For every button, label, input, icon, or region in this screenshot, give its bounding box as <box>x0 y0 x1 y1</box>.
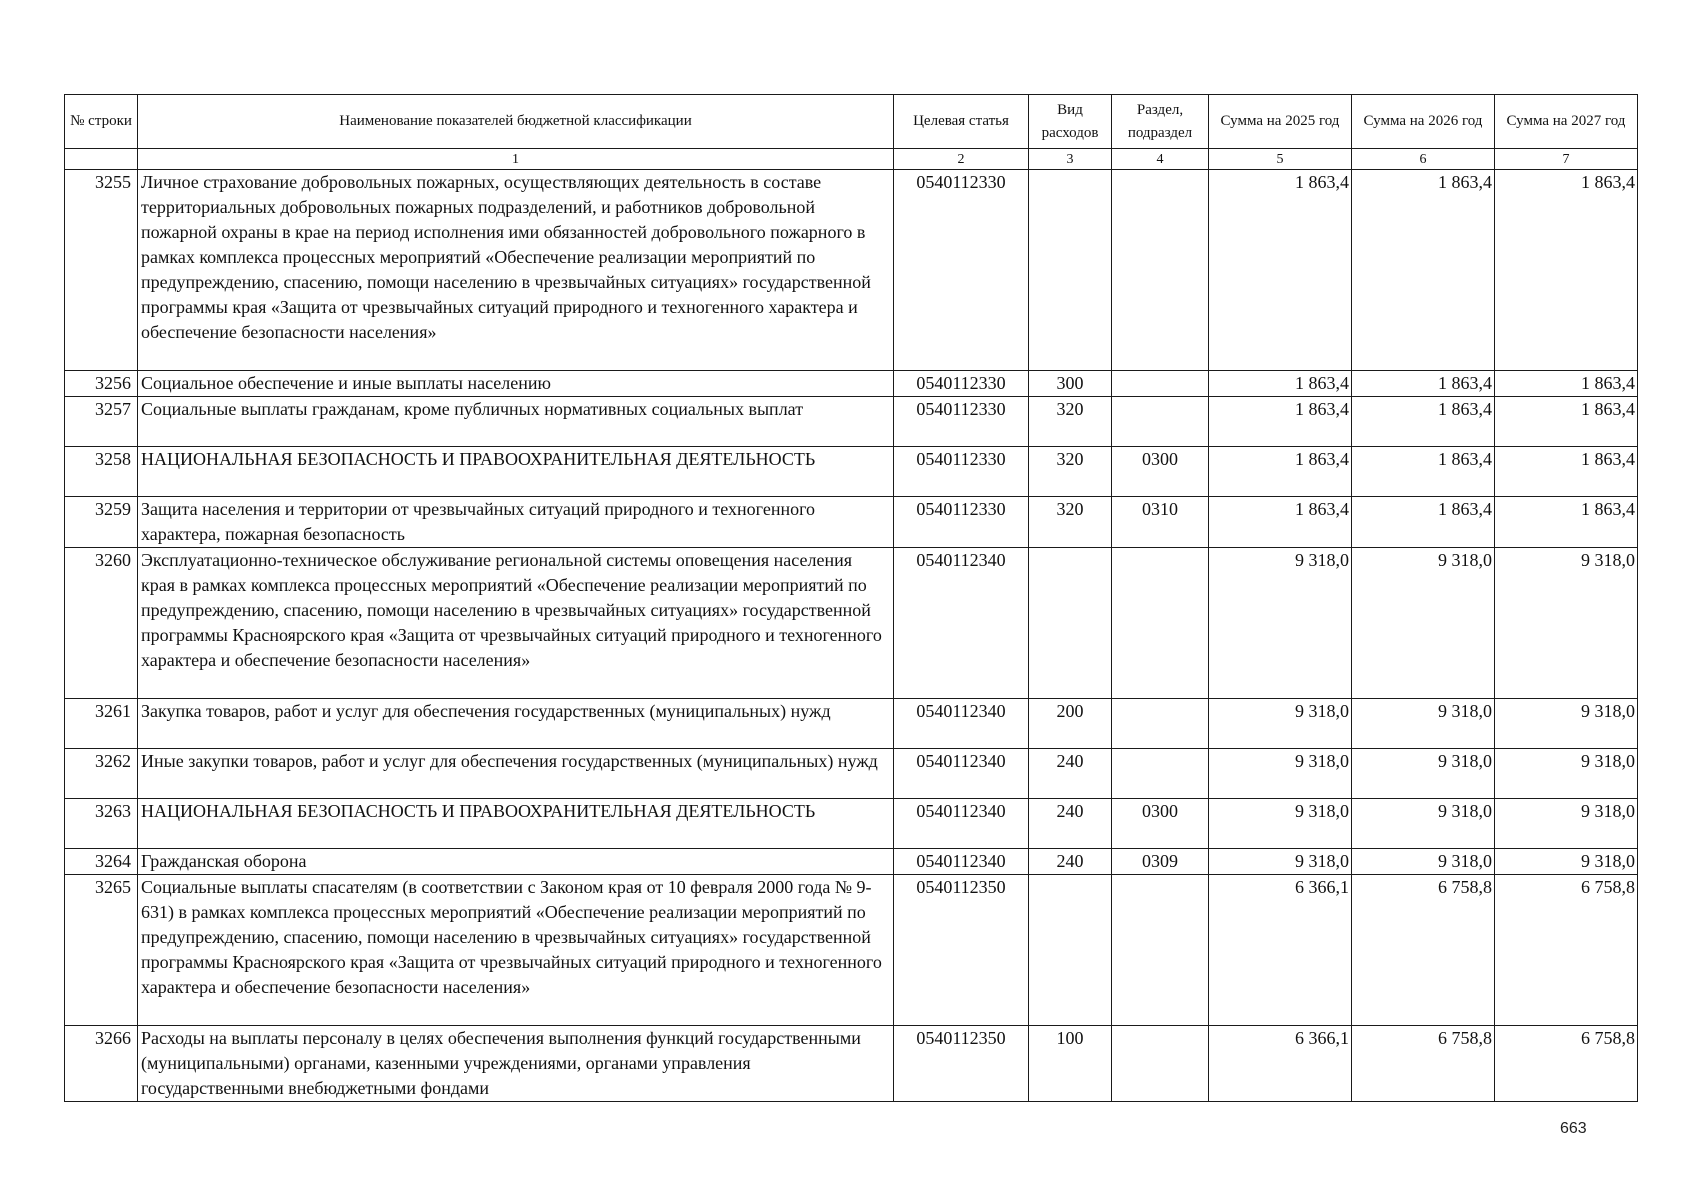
row-name: НАЦИОНАЛЬНАЯ БЕЗОПАСНОСТЬ И ПРАВООХРАНИТЕЛЬНАЯ ДЕЯТЕЛЬНОСТЬ <box>138 447 894 497</box>
column-number-row <box>65 149 1638 170</box>
row-section <box>1112 1026 1209 1102</box>
row-sum-2026: 1 863,4 <box>1352 371 1495 397</box>
row-target-article: 0540112330 <box>894 170 1029 371</box>
table-row <box>65 497 1638 548</box>
row-section <box>1112 548 1209 699</box>
row-sum-2025: 1 863,4 <box>1209 397 1352 447</box>
row-target-article: 0540112340 <box>894 548 1029 699</box>
row-sum-2025: 6 366,1 <box>1209 1026 1352 1102</box>
row-name: Личное страхование добровольных пожарных, осуществляющих деятельность в составе территориальных добровольных пожарных подразделений, и работников добровольной пожарной охраны в крае на период исполнения ими обязанностей добровольного пожарного в рамках комплекса процессных мероприятий «Обеспечение реализации мероприятий по предупреждению, спасению, помощи населению в чрезвычайных ситуациях» государственной программы края «Защита от чрезвычайных ситуаций природного и техногенного характера и обеспечение безопасности населения» <box>138 170 894 371</box>
table-row <box>65 447 1638 497</box>
row-name: Социальные выплаты спасателям (в соответствии с Законом края от 10 февраля 2000 года № 9-631) в рамках комплекса процессных мероприятий «Обеспечение реализации мероприятий по предупреждению, спасению, помощи населению в чрезвычайных ситуациях» государственной программы Красноярского края «Защита от чрезвычайных ситуаций природного и техногенного характера и обеспечение безопасности населения» <box>138 875 894 1026</box>
row-expense-type: 300 <box>1029 371 1112 397</box>
row-section: 0310 <box>1112 497 1209 548</box>
header-row-number: № строки <box>65 95 138 149</box>
row-number: 3255 <box>65 170 138 371</box>
page-number: 663 <box>1560 1120 1587 1137</box>
row-sum-2026: 9 318,0 <box>1352 548 1495 699</box>
row-expense-type: 320 <box>1029 447 1112 497</box>
row-sum-2027: 1 863,4 <box>1495 397 1638 447</box>
table-row <box>65 170 1638 371</box>
table-row <box>65 799 1638 849</box>
row-section <box>1112 170 1209 371</box>
row-target-article: 0540112350 <box>894 1026 1029 1102</box>
row-sum-2027: 9 318,0 <box>1495 548 1638 699</box>
row-target-article: 0540112330 <box>894 397 1029 447</box>
row-number: 3258 <box>65 447 138 497</box>
column-number: 4 <box>1112 149 1209 170</box>
header-name: Наименование показателей бюджетной классификации <box>138 95 894 149</box>
row-expense-type: 100 <box>1029 1026 1112 1102</box>
row-number: 3260 <box>65 548 138 699</box>
table-row <box>65 397 1638 447</box>
row-section <box>1112 699 1209 749</box>
table-row <box>65 371 1638 397</box>
row-section <box>1112 371 1209 397</box>
table-row <box>65 849 1638 875</box>
row-target-article: 0540112330 <box>894 447 1029 497</box>
header-section: Раздел, подраздел <box>1112 95 1209 149</box>
row-number: 3263 <box>65 799 138 849</box>
row-sum-2025: 9 318,0 <box>1209 749 1352 799</box>
budget-table <box>64 94 1638 1102</box>
row-target-article: 0540112340 <box>894 849 1029 875</box>
row-name: НАЦИОНАЛЬНАЯ БЕЗОПАСНОСТЬ И ПРАВООХРАНИТЕЛЬНАЯ ДЕЯТЕЛЬНОСТЬ <box>138 799 894 849</box>
table-row <box>65 749 1638 799</box>
row-sum-2025: 1 863,4 <box>1209 497 1352 548</box>
row-sum-2025: 9 318,0 <box>1209 799 1352 849</box>
row-target-article: 0540112340 <box>894 799 1029 849</box>
row-name: Расходы на выплаты персоналу в целях обеспечения выполнения функций государственными (муниципальными) органами, казенными учреждениями, органами управления государственными внебюджетными фондами <box>138 1026 894 1102</box>
row-sum-2025: 9 318,0 <box>1209 699 1352 749</box>
row-target-article: 0540112340 <box>894 749 1029 799</box>
row-name: Эксплуатационно-техническое обслуживание региональной системы оповещения населения края в рамках комплекса процессных мероприятий «Обеспечение реализации мероприятий по предупреждению, спасению, помощи населению в чрезвычайных ситуациях» государственной программы Красноярского края «Защита от чрезвычайных ситуаций природного и техногенного характера и обеспечение безопасности населения» <box>138 548 894 699</box>
row-target-article: 0540112340 <box>894 699 1029 749</box>
row-section: 0309 <box>1112 849 1209 875</box>
row-expense-type: 240 <box>1029 749 1112 799</box>
row-expense-type <box>1029 875 1112 1026</box>
row-target-article: 0540112350 <box>894 875 1029 1026</box>
row-sum-2026: 1 863,4 <box>1352 497 1495 548</box>
row-expense-type <box>1029 170 1112 371</box>
table-row <box>65 699 1638 749</box>
header-target-article: Целевая статья <box>894 95 1029 149</box>
row-sum-2025: 9 318,0 <box>1209 548 1352 699</box>
row-sum-2025: 1 863,4 <box>1209 170 1352 371</box>
column-number: 5 <box>1209 149 1352 170</box>
table-row <box>65 1026 1638 1102</box>
row-name: Закупка товаров, работ и услуг для обеспечения государственных (муниципальных) нужд <box>138 699 894 749</box>
row-number: 3262 <box>65 749 138 799</box>
row-section <box>1112 397 1209 447</box>
row-name: Социальное обеспечение и иные выплаты населению <box>138 371 894 397</box>
header-row <box>65 95 1638 149</box>
column-number: 7 <box>1495 149 1638 170</box>
column-number: 2 <box>894 149 1029 170</box>
row-sum-2026: 1 863,4 <box>1352 170 1495 371</box>
column-number: 3 <box>1029 149 1112 170</box>
row-expense-type: 240 <box>1029 849 1112 875</box>
row-expense-type: 320 <box>1029 497 1112 548</box>
row-section <box>1112 749 1209 799</box>
row-expense-type <box>1029 548 1112 699</box>
row-sum-2026: 6 758,8 <box>1352 875 1495 1026</box>
row-name: Защита населения и территории от чрезвычайных ситуаций природного и техногенного характера, пожарная безопасность <box>138 497 894 548</box>
column-number: 1 <box>138 149 894 170</box>
row-sum-2027: 9 318,0 <box>1495 749 1638 799</box>
row-sum-2026: 1 863,4 <box>1352 397 1495 447</box>
row-expense-type: 320 <box>1029 397 1112 447</box>
row-section: 0300 <box>1112 447 1209 497</box>
row-target-article: 0540112330 <box>894 497 1029 548</box>
row-sum-2027: 1 863,4 <box>1495 371 1638 397</box>
row-number: 3266 <box>65 1026 138 1102</box>
row-sum-2027: 6 758,8 <box>1495 1026 1638 1102</box>
row-sum-2027: 9 318,0 <box>1495 799 1638 849</box>
header-sum-2027: Сумма на 2027 год <box>1495 95 1638 149</box>
row-number: 3265 <box>65 875 138 1026</box>
table-row <box>65 875 1638 1026</box>
row-sum-2027: 1 863,4 <box>1495 447 1638 497</box>
row-sum-2027: 6 758,8 <box>1495 875 1638 1026</box>
row-expense-type: 240 <box>1029 799 1112 849</box>
row-name: Иные закупки товаров, работ и услуг для обеспечения государственных (муниципальных) нужд <box>138 749 894 799</box>
column-number <box>65 149 138 170</box>
column-number: 6 <box>1352 149 1495 170</box>
row-name: Социальные выплаты гражданам, кроме публичных нормативных социальных выплат <box>138 397 894 447</box>
row-sum-2027: 1 863,4 <box>1495 170 1638 371</box>
header-sum-2026: Сумма на 2026 год <box>1352 95 1495 149</box>
row-sum-2025: 1 863,4 <box>1209 447 1352 497</box>
row-sum-2026: 9 318,0 <box>1352 799 1495 849</box>
row-number: 3256 <box>65 371 138 397</box>
row-sum-2027: 9 318,0 <box>1495 849 1638 875</box>
row-number: 3261 <box>65 699 138 749</box>
row-sum-2027: 1 863,4 <box>1495 497 1638 548</box>
row-name: Гражданская оборона <box>138 849 894 875</box>
row-sum-2026: 9 318,0 <box>1352 849 1495 875</box>
row-sum-2027: 9 318,0 <box>1495 699 1638 749</box>
row-sum-2025: 6 366,1 <box>1209 875 1352 1026</box>
row-sum-2026: 9 318,0 <box>1352 699 1495 749</box>
row-section <box>1112 875 1209 1026</box>
row-section: 0300 <box>1112 799 1209 849</box>
row-target-article: 0540112330 <box>894 371 1029 397</box>
row-sum-2025: 9 318,0 <box>1209 849 1352 875</box>
header-sum-2025: Сумма на 2025 год <box>1209 95 1352 149</box>
row-expense-type: 200 <box>1029 699 1112 749</box>
row-sum-2026: 6 758,8 <box>1352 1026 1495 1102</box>
row-sum-2025: 1 863,4 <box>1209 371 1352 397</box>
row-number: 3257 <box>65 397 138 447</box>
row-number: 3264 <box>65 849 138 875</box>
row-sum-2026: 9 318,0 <box>1352 749 1495 799</box>
table-row <box>65 548 1638 699</box>
header-expense-type: Вид расходов <box>1029 95 1112 149</box>
row-sum-2026: 1 863,4 <box>1352 447 1495 497</box>
row-number: 3259 <box>65 497 138 548</box>
